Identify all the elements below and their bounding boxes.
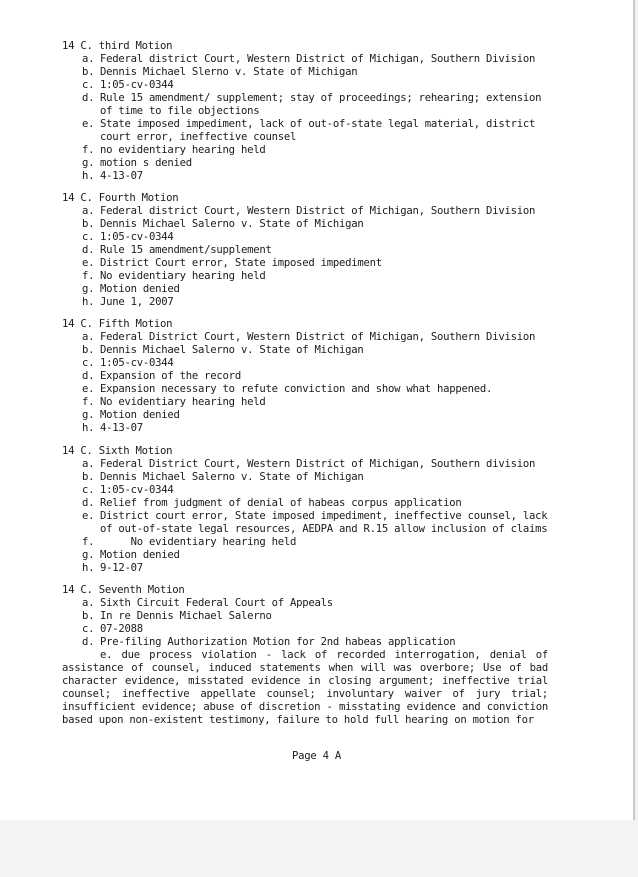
paragraph-item-e — [62, 649, 548, 727]
list-item: g. Motion denied — [82, 549, 180, 561]
list-item: f. No evidentiary hearing held — [82, 396, 266, 408]
list-item: a. Federal district Court, Western District of Michigan, Southern Division — [82, 205, 536, 217]
section-header: 14 C. third Motion — [62, 40, 173, 52]
list-item-continuation: of time to file objections — [100, 105, 260, 117]
list-item: d. Rule 15 amendment/ supplement; stay of proceedings; rehearing; extension — [82, 92, 542, 104]
list-item: e. District court error, State imposed impediment, ineffective counsel, lack — [82, 510, 548, 522]
list-item: c. 1:05-cv-0344 — [82, 484, 174, 496]
list-item: b. Dennis Michael Slerno v. State of Michigan — [82, 66, 358, 78]
list-item: c. 07-2088 — [82, 623, 143, 635]
paragraph-text: due process violation - lack of recorded interrogation, denial of assistance of counsel, induced statements when will was overbore; Use of bad character evidence, misstated evidence in closing argument; ineffective trial counsel; ineffective appellate counsel; involuntary waiver of jury trial; insufficient evidence; abuse of discretion - misstating evidence and conviction based upon non-existent testimony, failure to hold full hearing on motion for — [62, 649, 548, 726]
list-item: b. In re Dennis Michael Salerno — [82, 610, 272, 622]
list-item: e. Expansion necessary to refute conviction and show what happened. — [82, 383, 493, 395]
list-item: a. Sixth Circuit Federal Court of Appeals — [82, 597, 333, 609]
list-item: f. no evidentiary hearing held — [82, 144, 266, 156]
list-item-continuation: court error, ineffective counsel — [100, 131, 297, 143]
list-item: h. June 1, 2007 — [82, 296, 174, 308]
list-item: b. Dennis Michael Salerno v. State of Michigan — [82, 471, 364, 483]
section-header: 14 C. Fifth Motion — [62, 318, 173, 330]
list-item: c. 1:05-cv-0344 — [82, 231, 174, 243]
section-header: 14 C. Fourth Motion — [62, 192, 179, 204]
list-item: d. Relief from judgment of denial of habeas corpus application — [82, 497, 462, 509]
list-item: g. Motion denied — [82, 283, 180, 295]
page-number: Page 4 A — [291, 750, 342, 762]
list-item: h. 4-13-07 — [82, 170, 143, 182]
section-header: 14 C. Seventh Motion — [62, 584, 185, 596]
list-item: b. Dennis Michael Salerno v. State of Michigan — [82, 218, 364, 230]
list-item: f. No evidentiary hearing held — [82, 270, 266, 282]
list-item: a. Federal District Court, Western District of Michigan, Southern division — [82, 458, 536, 470]
list-item: f. No evidentiary hearing held — [82, 536, 297, 548]
list-item: e. District Court error, State imposed impediment — [82, 257, 382, 269]
list-item: h. 9-12-07 — [82, 562, 143, 574]
list-item: c. 1:05-cv-0344 — [82, 357, 174, 369]
list-item: e. State imposed impediment, lack of out-of-state legal material, district — [82, 118, 536, 130]
list-item: b. Dennis Michael Salerno v. State of Michigan — [82, 344, 364, 356]
section-header: 14 C. Sixth Motion — [62, 445, 173, 457]
list-item-continuation: of out-of-state legal resources, AEDPA and R.15 allow inclusion of claims — [100, 523, 548, 535]
page-edge — [633, 0, 635, 820]
list-item: d. Expansion of the record — [82, 370, 241, 382]
list-item: g. motion s denied — [82, 157, 192, 169]
list-item: c. 1:05-cv-0344 — [82, 79, 174, 91]
list-item: a. Federal District Court, Western District of Michigan, Southern Division — [82, 331, 536, 343]
list-item: d. Pre-filing Authorization Motion for 2nd habeas application — [82, 636, 456, 648]
list-item: d. Rule 15 amendment/supplement — [82, 244, 272, 256]
paragraph-letter: e. — [100, 649, 113, 661]
list-item: g. Motion denied — [82, 409, 180, 421]
list-item: a. Federal district Court, Western District of Michigan, Southern Division — [82, 53, 536, 65]
list-item: h. 4-13-07 — [82, 422, 143, 434]
